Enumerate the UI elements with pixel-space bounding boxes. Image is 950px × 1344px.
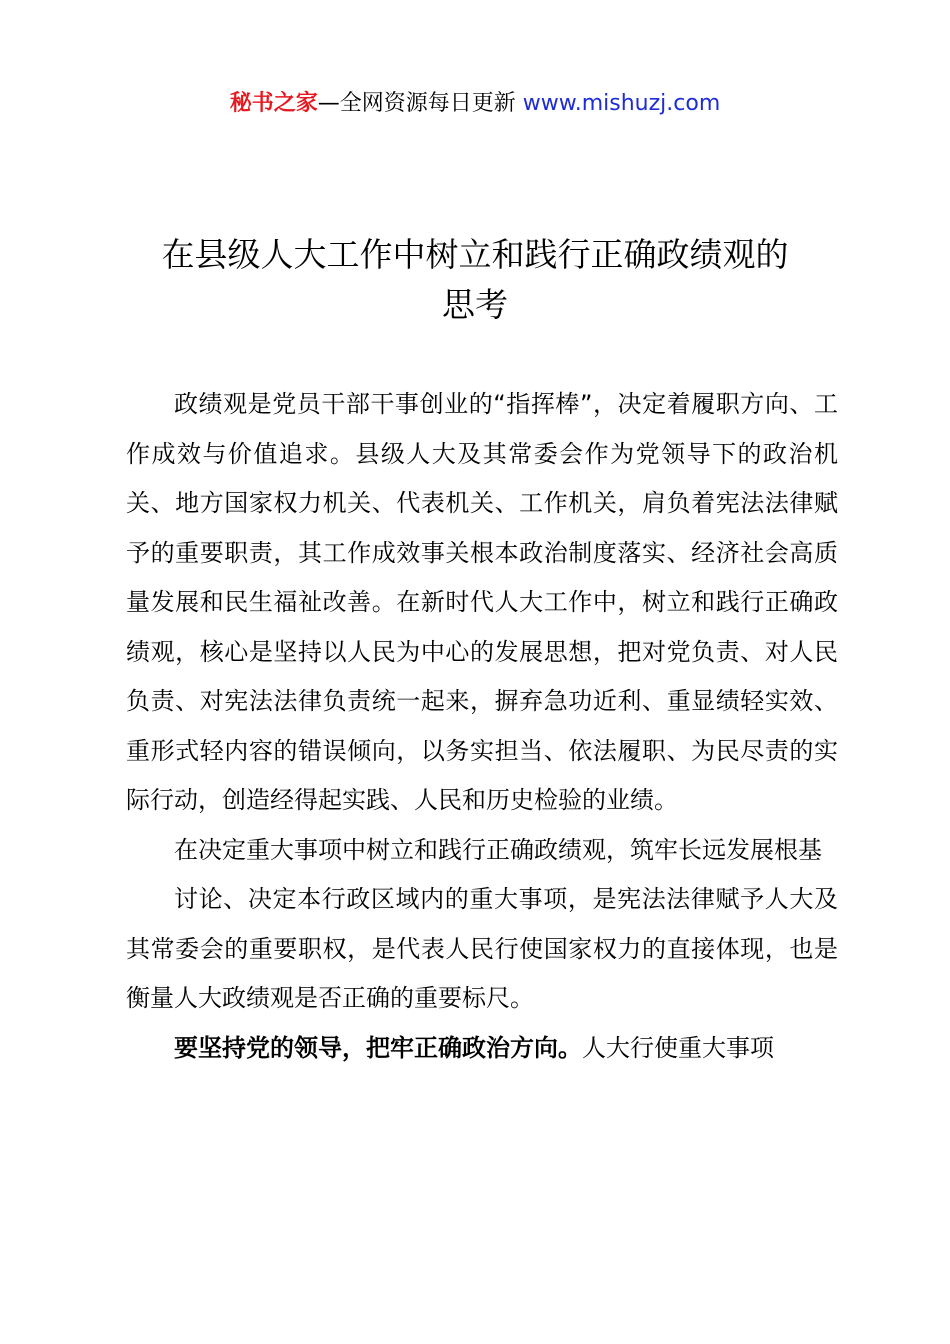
website-link[interactable]: www.mishuzj.com — [522, 91, 721, 116]
point-text: 人大行使重大事项 — [582, 1033, 774, 1062]
paragraph-point — [126, 1024, 838, 1074]
document-body — [126, 380, 838, 1073]
point-heading: 要坚持党的领导，把牢正确政治方向。 — [174, 1033, 582, 1062]
title-line-2: 思考 — [442, 285, 508, 324]
section-heading: 在决定重大事项中树立和践行正确政绩观，筑牢长远发展根基 — [174, 835, 822, 864]
header-slogan: —全网资源每日更新 — [317, 91, 523, 116]
paragraph-intro: 政绩观是党员干部干事创业的“指挥棒”，决定着履职方向、工作成效与价值追求。县级人大及其常委会作为党领导下的政治机关、地方国家权力机关、代表机关、工作机关，肩负着宪法法律赋予的重要职责，其工作成效事关根本政治制度落实、经济社会高质量发展和民生福祉改善。在新时代人大工作中，树立和践行正确政绩观，核心是坚持以人民为中心的发展思想，把对党负责、对人民负责、对宪法法律负责统一起来，摒弃急功近利、重显绩轻实效、重形式轻内容的错误倾向，以务实担当、依法履职、为民尽责的实际行动，创造经得起实践、人民和历史检验的业绩。 — [126, 390, 838, 814]
brand-name: 秘书之家 — [229, 91, 318, 116]
page-header — [0, 88, 950, 120]
document-title — [100, 230, 850, 330]
title-line-1: 在县级人大工作中树立和践行正确政绩观的 — [161, 235, 789, 274]
paragraph-section: 讨论、决定本行政区域内的重大事项，是宪法法律赋予人大及其常委会的重要职权，是代表人民行使国家权力的直接体现，也是衡量人大政绩观是否正确的重要标尺。 — [126, 885, 838, 1012]
